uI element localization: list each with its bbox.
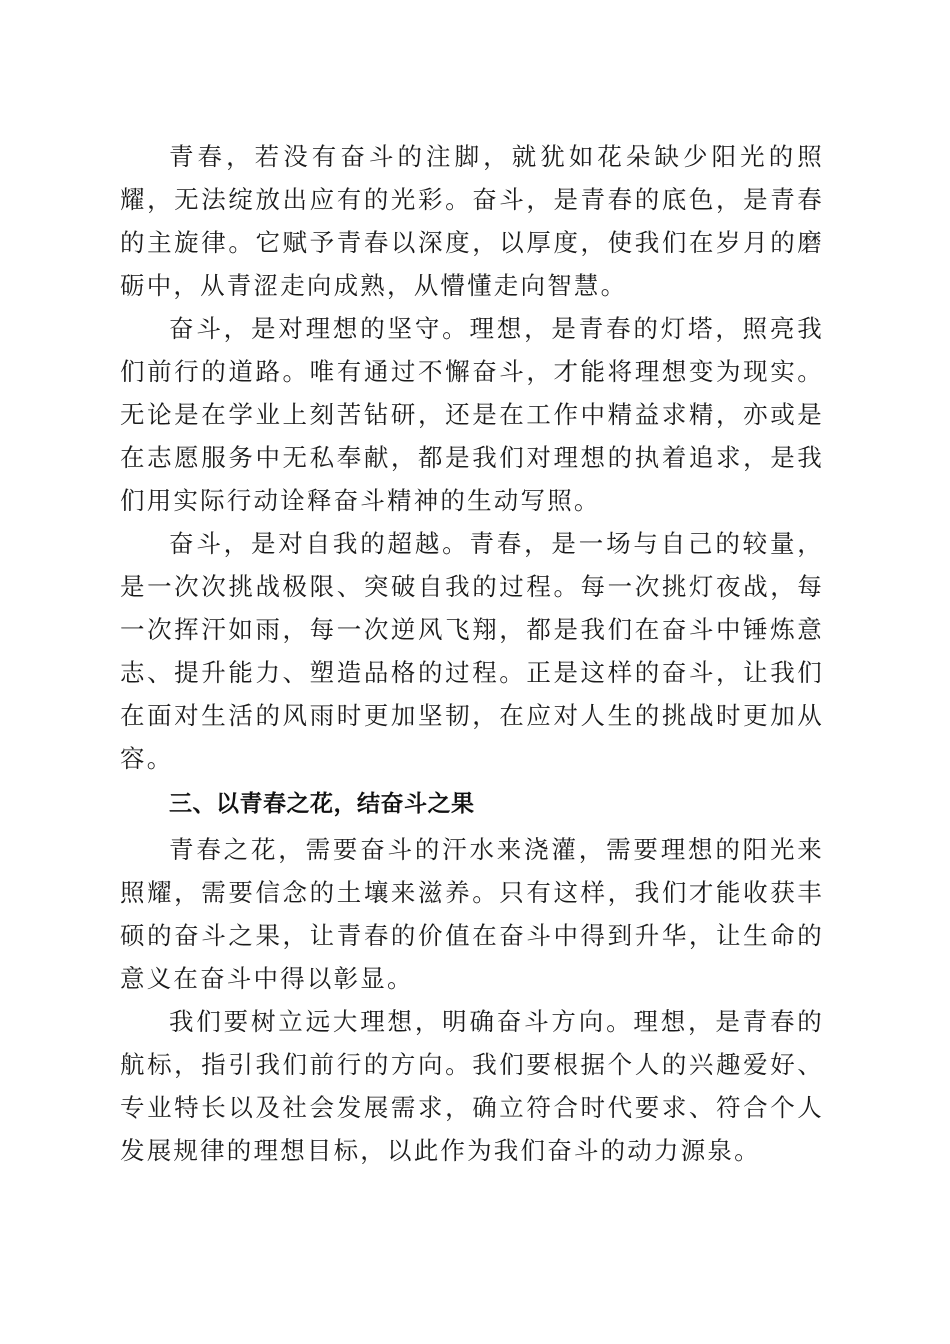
paragraph-self-transcendence: 奋斗，是对自我的超越。青春，是一场与自己的较量，是一次次挑战极限、突破自我的过程。每一次挑灯夜战，每一次挥汗如雨，每一次逆风飞翔，都是我们在奋斗中锤炼意志、提升能力、塑造品格的过程。正是这样的奋斗，让我们在面对生活的风雨时更加坚韧，在应对人生的挑战时更加从容。: [120, 529, 824, 773]
paragraph-flower-of-youth: 青春之花，需要奋斗的汗水来浇灌，需要理想的阳光来照耀，需要信念的土壤来滋养。只有这样，我们才能收获丰硕的奋斗之果，让青春的价值在奋斗中得到升华，让生命的意义在奋斗中得以彰显。: [120, 835, 824, 993]
paragraph-lofty-ideals: 我们要树立远大理想，明确奋斗方向。理想，是青春的航标，指引我们前行的方向。我们要根据个人的兴趣爱好、专业特长以及社会发展需求，确立符合时代要求、符合个人发展规律的理想目标，以此作为我们奋斗的动力源泉。: [120, 1007, 824, 1165]
section-heading: 三、以青春之花，结奋斗之果: [169, 791, 475, 817]
document-body: [120, 135, 824, 1172]
paragraph-ideal-persistence: 奋斗，是对理想的坚守。理想，是青春的灯塔，照亮我们前行的道路。唯有通过不懈奋斗，才能将理想变为现实。无论是在学业上刻苦钻研，还是在工作中精益求精，亦或是在志愿服务中无私奉献，都是我们对理想的执着追求，是我们用实际行动诠释奋斗精神的生动写照。: [120, 314, 824, 515]
paragraph-youth-struggle: 青春，若没有奋斗的注脚，就犹如花朵缺少阳光的照耀，无法绽放出应有的光彩。奋斗，是青春的底色，是青春的主旋律。它赋予青春以深度，以厚度，使我们在岁月的磨砺中，从青涩走向成熟，从懵懂走向智慧。: [120, 142, 824, 300]
